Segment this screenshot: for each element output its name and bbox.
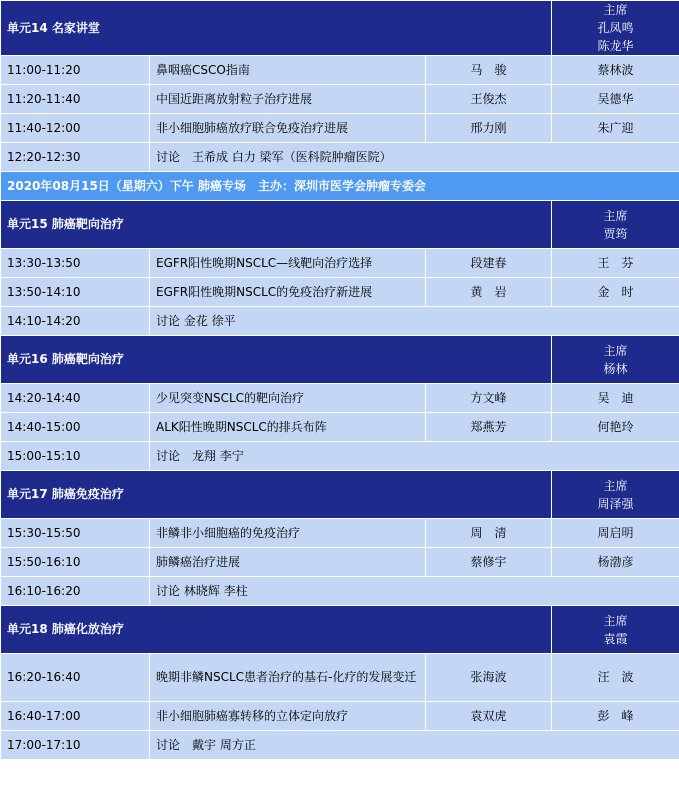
session-host: 金 时 — [552, 278, 679, 307]
date-banner-row — [1, 172, 679, 201]
unit-title: 单元14 名家讲堂 — [1, 1, 552, 56]
chair-name: 袁霞 — [603, 631, 628, 646]
session-speaker: 段建春 — [426, 249, 552, 278]
discussion-time: 15:00-15:10 — [1, 442, 150, 471]
unit-title: 单元18 肺癌化放治疗 — [1, 606, 552, 654]
discussion-row — [1, 731, 679, 760]
session-row — [1, 654, 679, 702]
chair-name: 孔凤鸣 — [597, 21, 634, 35]
session-topic: 非小细胞肺癌寡转移的立体定向放疗 — [150, 702, 426, 731]
session-row — [1, 114, 679, 143]
unit-header — [1, 471, 679, 519]
discussion-time: 16:10-16:20 — [1, 577, 150, 606]
chair-cell — [552, 471, 679, 519]
session-host: 杨渤彦 — [552, 548, 679, 577]
chair-label: 主席 — [603, 343, 628, 358]
session-speaker: 袁双虎 — [426, 702, 552, 731]
session-row — [1, 413, 679, 442]
date-banner: 2020年08月15日（星期六）下午 肺癌专场 主办：深圳市医学会肿瘤专委会 — [1, 172, 679, 201]
session-host: 王 芬 — [552, 249, 679, 278]
session-host: 汪 波 — [552, 654, 679, 702]
chair-label: 主席 — [603, 208, 628, 223]
session-time: 16:40-17:00 — [1, 702, 150, 731]
unit-header — [1, 336, 679, 384]
session-row — [1, 384, 679, 413]
discussion-text: 讨论 金花 徐平 — [150, 307, 679, 336]
session-time: 15:30-15:50 — [1, 519, 150, 548]
session-time: 11:20-11:40 — [1, 85, 150, 114]
session-topic: 晚期非鳞NSCLC患者治疗的基石-化疗的发展变迁 — [150, 654, 426, 702]
session-host: 朱广迎 — [552, 114, 679, 143]
session-row — [1, 56, 679, 85]
chair-cell — [552, 1, 679, 56]
session-row — [1, 519, 679, 548]
session-topic: ALK阳性晚期NSCLC的排兵布阵 — [150, 413, 426, 442]
chair-name: 陈龙华 — [597, 39, 634, 53]
session-speaker: 张海波 — [426, 654, 552, 702]
chair-name: 周泽强 — [597, 496, 634, 511]
unit-header — [1, 201, 679, 249]
unit-title: 单元15 肺癌靶向治疗 — [1, 201, 552, 249]
session-time: 14:40-15:00 — [1, 413, 150, 442]
discussion-text: 讨论 龙翔 李宁 — [150, 442, 679, 471]
session-topic: 非小细胞肺癌放疗联合免疫治疗进展 — [150, 114, 426, 143]
session-speaker: 周 清 — [426, 519, 552, 548]
session-time: 11:40-12:00 — [1, 114, 150, 143]
session-time: 16:20-16:40 — [1, 654, 150, 702]
discussion-row — [1, 143, 679, 172]
session-speaker: 方文峰 — [426, 384, 552, 413]
session-row — [1, 249, 679, 278]
session-time: 13:30-13:50 — [1, 249, 150, 278]
session-speaker: 马 骏 — [426, 56, 552, 85]
session-speaker: 郑燕芳 — [426, 413, 552, 442]
chair-label: 主席 — [603, 478, 628, 493]
session-host: 周启明 — [552, 519, 679, 548]
session-host: 吴德华 — [552, 85, 679, 114]
unit-title: 单元16 肺癌靶向治疗 — [1, 336, 552, 384]
schedule-body — [1, 1, 679, 760]
discussion-row — [1, 577, 679, 606]
session-time: 13:50-14:10 — [1, 278, 150, 307]
unit-title: 单元17 肺癌免疫治疗 — [1, 471, 552, 519]
session-row — [1, 702, 679, 731]
unit-header — [1, 606, 679, 654]
session-row — [1, 548, 679, 577]
session-speaker: 黄 岩 — [426, 278, 552, 307]
discussion-time: 17:00-17:10 — [1, 731, 150, 760]
session-row — [1, 85, 679, 114]
chair-label: 主席 — [603, 3, 628, 17]
unit-header — [1, 1, 679, 56]
session-host: 吴 迪 — [552, 384, 679, 413]
chair-name: 贾筠 — [603, 226, 628, 241]
chair-cell — [552, 606, 679, 654]
session-time: 11:00-11:20 — [1, 56, 150, 85]
discussion-row — [1, 307, 679, 336]
session-topic: 中国近距离放射粒子治疗进展 — [150, 85, 426, 114]
session-row — [1, 278, 679, 307]
chair-cell — [552, 336, 679, 384]
discussion-text: 讨论 戴宇 周方正 — [150, 731, 679, 760]
session-speaker: 邢力刚 — [426, 114, 552, 143]
chair-name: 杨林 — [603, 361, 628, 376]
session-topic: 肺鳞癌治疗进展 — [150, 548, 426, 577]
discussion-time: 12:20-12:30 — [1, 143, 150, 172]
discussion-row — [1, 442, 679, 471]
session-topic: EGFR阳性晚期NSCLC—线靶向治疗选择 — [150, 249, 426, 278]
chair-cell — [552, 201, 679, 249]
session-host: 何艳玲 — [552, 413, 679, 442]
session-time: 14:20-14:40 — [1, 384, 150, 413]
session-topic: 非鳞非小细胞癌的免疫治疗 — [150, 519, 426, 548]
session-speaker: 蔡修宇 — [426, 548, 552, 577]
session-speaker: 王俊杰 — [426, 85, 552, 114]
session-topic: EGFR阳性晚期NSCLC的免疫治疗新进展 — [150, 278, 426, 307]
discussion-time: 14:10-14:20 — [1, 307, 150, 336]
session-topic: 鼻咽癌CSCO指南 — [150, 56, 426, 85]
session-host: 蔡林波 — [552, 56, 679, 85]
discussion-text: 讨论 王希成 白力 梁军（医科院肿瘤医院） — [150, 143, 679, 172]
session-topic: 少见突变NSCLC的靶向治疗 — [150, 384, 426, 413]
discussion-text: 讨论 林晓辉 李柱 — [150, 577, 679, 606]
chair-label: 主席 — [603, 613, 628, 628]
session-host: 彭 峰 — [552, 702, 679, 731]
session-time: 15:50-16:10 — [1, 548, 150, 577]
